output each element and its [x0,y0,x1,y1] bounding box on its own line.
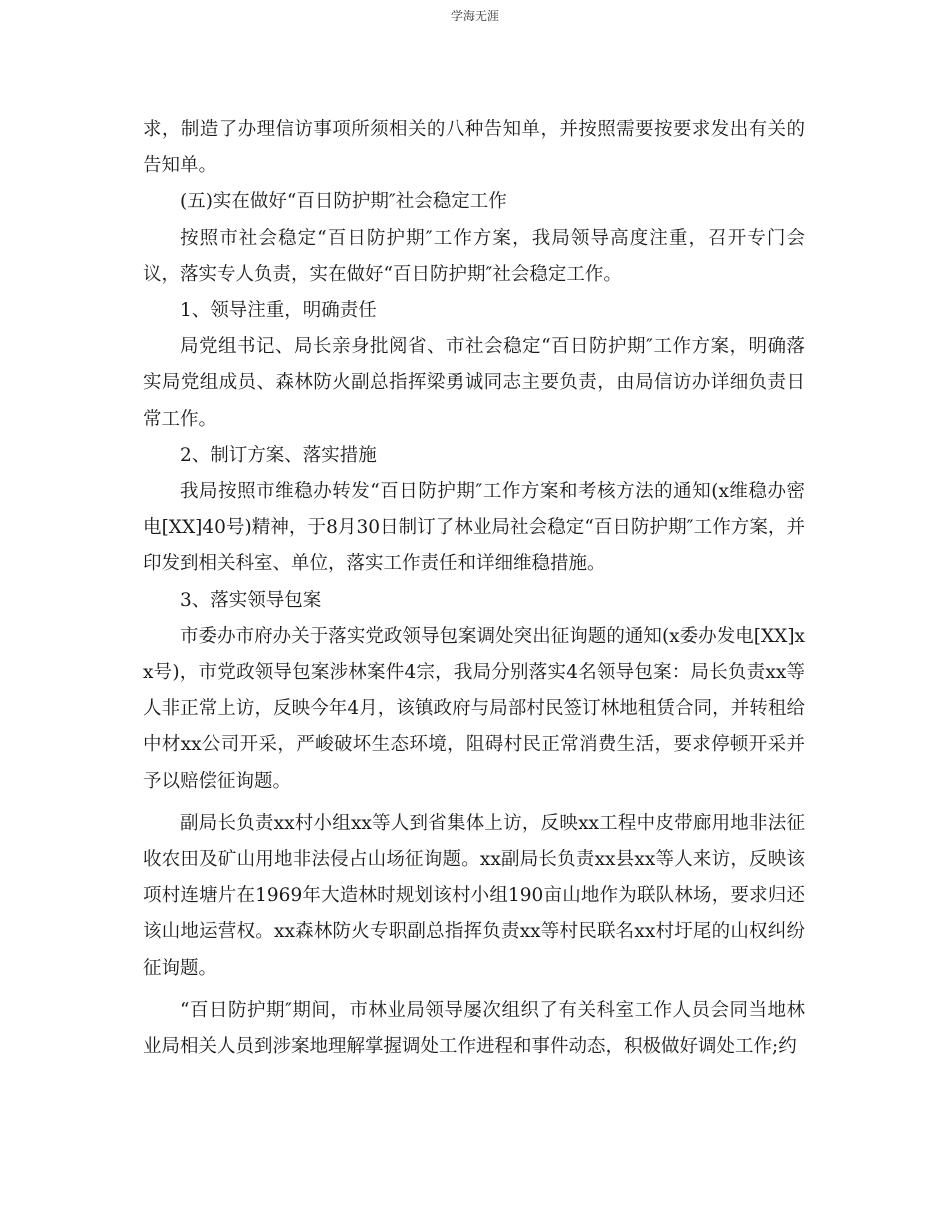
paragraph: 副局长负责xx村小组xx等人到省集体上访，反映xx工程中皮带廊用地非法征收农田及矿山用地非法侵占山场征询题。xx副局长负责xx县xx等人来访，反映该项村连塘片在1969年大造林时规划该村小组190亩山地作为联队林场，要求归还该山地运营权。xx森林防火专职副总指挥负责xx等村民联名xx村圩尾的山权纠纷征询题。 [143,812,805,979]
paragraph: 按照市社会稳定“百日防护期″工作方案，我局领导高度注重，召开专门会议，落实专人负责，实在做好“百日防护期″社会稳定工作。 [143,227,805,285]
subheading-2: 2、制订方案、落实措施 [180,444,377,466]
document-body [143,112,805,1065]
paragraph-continuation: 求，制造了办理信访事项所须相关的八种告知单，并按照需要按要求发出有关的告知单。 [143,119,805,177]
paragraph: 我局按照市维稳办转发“百日防护期″工作方案和考核方法的通知(x维稳办密电[XX]40号)精神，于8月30日制订了林业局社会稳定“百日防护期″工作方案，并印发到相关科室、单位，落实工作责任和详细维稳措施。 [143,481,805,575]
subheading-1: 1、领导注重，明确责任 [180,300,377,322]
paragraph: 市委办市府办关于落实党政领导包案调处突出征询题的通知(x委办发电[XX]xx号)，市党政领导包案涉林案件4宗，我局分别落实4名领导包案：局长负责xx等人非正常上访，反映今年4月，该镇政府与局部村民签订林地租赁合同，并转租给中材xx公司开采，严峻破坏生态环境，阻碍村民正常消费生活，要求停顿开采并予以赔偿征询题。 [143,625,805,792]
subheading-3: 3、落实领导包案 [180,589,322,611]
page-header: 学海无涯 [450,9,499,23]
paragraph: “百日防护期″期间，市林业局领导屡次组织了有关科室工作人员会同当地林业局相关人员到涉案地理解掌握调处工作进程和事件动态，积极做好调处工作;约 [143,999,805,1058]
section-heading-5: (五)实在做好“百日防护期″社会稳定工作 [180,191,507,213]
paragraph: 局党组书记、局长亲身批阅省、市社会稳定“百日防护期″工作方案，明确落实局党组成员、森林防火副总指挥梁勇诚同志主要负责，由局信访办详细负责日常工作。 [143,336,805,430]
